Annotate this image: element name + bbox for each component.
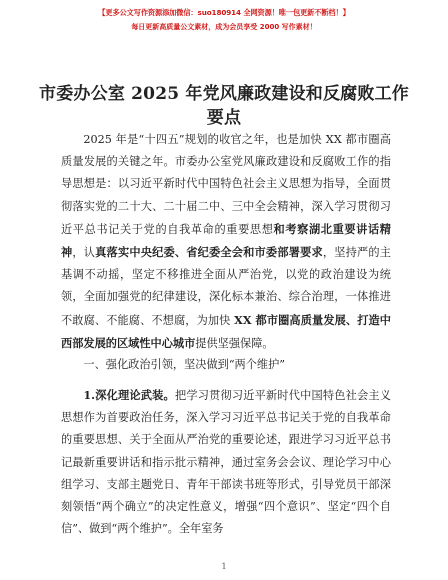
intro-segment-bold: 真落实中央纪委、省纪委全会和市委部署要求 (95, 245, 323, 260)
intro-segment-bold: XX 都市圈高质量发展、打造中西部发展的区域性中心城市 (61, 312, 391, 350)
intro-segment: 提供坚强保障。 (195, 336, 274, 350)
item-lead: 1.深化理论武装。 (83, 388, 175, 402)
item-paragraph-1 (61, 384, 391, 540)
document-title: 市委办公室 2025 年党风廉政建设和反腐败工作要点 (39, 84, 409, 128)
section-heading-1: 一、强化政治引领，坚决做到“两个维护” (83, 358, 286, 371)
item-text: 把学习贯彻习近平新时代中国特色社会主义思想作为首要政治任务，深入学习习近平总书记关于党的自我革命的重要思想、关于全面从严治党的重要论述，跟进学习习近平总书记最新重要讲话和指示批示精神，通过室务会会议、理论学习中心组学习、支部主题党日、青年干部读书班等形式，引导党员干部深刻领悟“两个确立”的决定性意义，增强“四个意识”、坚定“四个自信”、做到“两个维护”。全年室务 (61, 389, 391, 536)
intro-segment: ，坚持严的主基调不动摇，坚定不移推进全面从严治党，以党的政治建设为统领，全面加强党的纪律建设，深化标本兼治、综合治理，一体推进不敢腐、不能腐、不想腐，为加快 (61, 246, 391, 327)
promo-banner-line1: 【更多公文写作资源添加微信：suo180914 全网资源！唯一包更新不断档！】 (98, 8, 350, 17)
intro-segment: ，认 (72, 246, 96, 260)
intro-paragraph (61, 129, 391, 355)
intro-segment-bold: 和考察湖北重要讲话精神 (61, 221, 391, 260)
page-number: 1 (221, 562, 227, 571)
promo-banner-line2: 每日更新高质量公文素材，成为会员享受 2000 写作素材！ (131, 23, 317, 31)
intro-segment: 2025 年是“十四五”规划的收官之年，也是加快 XX 都市圈高质量发展的关键之年。市委办公室党风廉政建设和反腐败工作的指导思想是：以习近平新时代中国特色社会主义思想为指导，全面贯彻落实党的二十大、二十届二中、三中全会精神，深入学习贯彻习近平总书记关于党的自我革命的重要思想 (61, 133, 391, 236)
